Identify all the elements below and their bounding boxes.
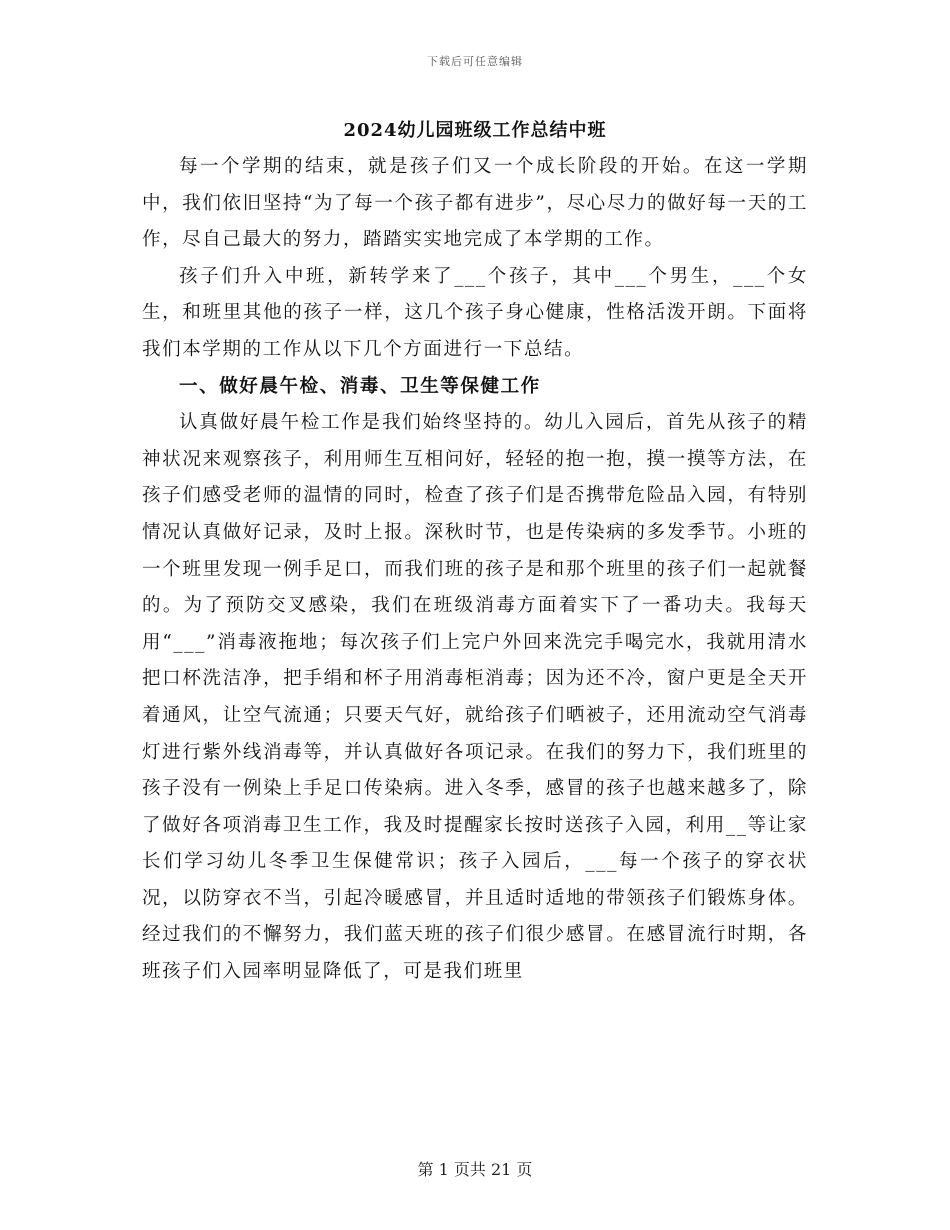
document-title: 2024幼儿园班级工作总结中班	[343, 120, 607, 141]
section-paragraph: 认真做好晨午检工作是我们始终坚持的。幼儿入园后，首先从孩子的精神状况来观察孩子，利用师生互相问好，轻轻的抱一抱，摸一摸等方法，在孩子们感受老师的温情的同时，检查了孩子们是否携带危险品入园，有特别情况认真做好记录，及时上报。深秋时节，也是传染病的多发季节。小班的一个班里发现一例手足口，而我们班的孩子是和那个班里的孩子们一起就餐的。为了预防交叉感染，我们在班级消毒方面着实下了一番功夫。我每天用“___”消毒液拖地；每次孩子们上完户外回来洗完手喝完水，我就用清水把口杯洗洁净，把手绢和杯子用消毒柜消毒；因为还不冷，窗户更是全天开着通风，让空气流通；只要天气好，就给孩子们晒被子，还用流动空气消毒灯进行紫外线消毒等，并认真做好各项记录。在我们的努力下，我们班里的孩子没有一例染上手足口传染病。进入冬季，感冒的孩子也越来越多了，除了做好各项消毒卫生工作，我及时提醒家长按时送孩子入园，利用__等让家长们学习幼儿冬季卫生保健常识；孩子入园后，___每一个孩子的穿衣状况，以防穿衣不当，引起冷暖感冒，并且适时适地的带领孩子们锻炼身体。经过我们的不懈努力，我们蓝天班的孩子们很少感冒。在感冒流行时期，各班孩子们入园率明显降低了，可是我们班里	[142, 412, 808, 983]
document-body	[142, 113, 808, 991]
page-number: 第 1 页共 21 页	[417, 1160, 533, 1179]
section-heading: 一、做好晨午检、消毒、卫生等保健工作	[179, 375, 541, 397]
overview-paragraph: 孩子们升入中班，新转学来了___个孩子，其中___个男生，___个女生，和班里其他的孩子一样，这几个孩子身心健康，性格活泼开朗。下面将我们本学期的工作从以下几个方面进行一下总结。	[142, 265, 808, 360]
intro-paragraph: 每一个学期的结束，就是孩子们又一个成长阶段的开始。在这一学期中，我们依旧坚持“为了每一个孩子都有进步”，尽心尽力的做好每一天的工作，尽自己最大的努力，踏踏实实地完成了本学期的工作。	[142, 156, 808, 251]
page-header-note: 下载后可任意编辑	[427, 55, 523, 68]
